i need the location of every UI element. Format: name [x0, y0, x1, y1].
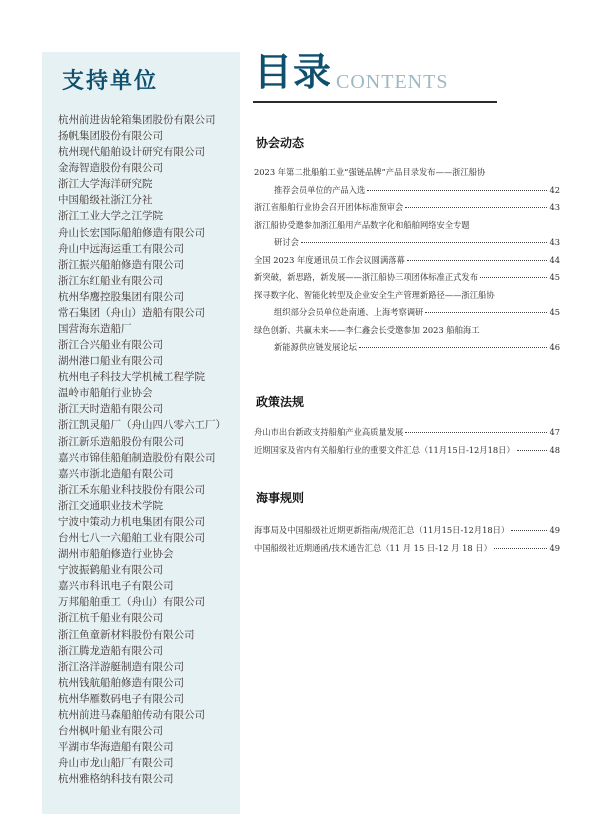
toc-page-number: 44 — [549, 254, 560, 265]
sidebar-title: 支持单位 — [62, 68, 159, 94]
sponsor-item: 宁波振鹤船业有限公司 — [58, 564, 163, 577]
sponsor-item: 杭州前进马森船舶传动有限公司 — [58, 708, 205, 721]
toc-entry[interactable] — [254, 424, 560, 442]
sponsor-item: 浙江鱼童新材料股份有限公司 — [58, 628, 195, 641]
sponsor-item: 湖州港口船业有限公司 — [58, 355, 163, 368]
toc-entry-title: 2023 年第二批船舶工业“强链品牌”产品目录发布——浙江船协 — [254, 167, 486, 177]
sponsor-item: 嘉兴市科讯电子有限公司 — [58, 580, 174, 593]
sponsor-list — [58, 112, 226, 787]
sponsor-item: 浙江天时造船有限公司 — [58, 403, 163, 416]
sponsor-item: 宁波中策动力机电集团有限公司 — [58, 515, 205, 528]
section-heading-policy: 政策法规 — [256, 395, 305, 409]
toc-entry-title: 组织部分会员单位赴南通、上海考察调研 — [274, 307, 424, 317]
toc-section-maritime-rules — [254, 522, 560, 557]
toc-page-number: 46 — [549, 342, 560, 352]
toc-leader-dots — [301, 242, 548, 243]
sponsor-item: 浙江洛洋游艇制造有限公司 — [58, 660, 184, 673]
toc-entry-title: 新突破，新思路，新发展——浙江船协三项团体标准正式发布 — [254, 272, 479, 282]
toc-entry[interactable] — [254, 252, 560, 270]
sponsor-item: 万邦船舶重工（舟山）有限公司 — [58, 596, 205, 609]
sponsor-item: 浙江工业大学之江学院 — [58, 210, 163, 223]
sponsor-item: 金海智造股份有限公司 — [58, 162, 163, 175]
toc-entry-title: 全国 2023 年度通讯员工作会议圆满落幕 — [254, 254, 405, 265]
toc-entry-title: 绿色创新、共赢未来——李仁鑫会长受邀参加 2023 船舶海工 — [254, 324, 480, 335]
toc-entry[interactable] — [254, 199, 560, 217]
toc-entry[interactable] — [254, 287, 560, 305]
toc-page-number: 48 — [549, 444, 560, 455]
toc-page-number: 45 — [549, 272, 560, 282]
toc-page-number: 43 — [549, 237, 560, 247]
sponsor-item: 浙江交通职业技术学院 — [58, 499, 163, 512]
sponsor-item: 常石集团（舟山）造船有限公司 — [58, 306, 205, 319]
sponsor-item: 嘉兴市锦佳船舶制造股份有限公司 — [58, 451, 216, 464]
toc-entry[interactable] — [254, 217, 560, 235]
toc-entry-title: 浙江船协受邀参加浙江船用产品数字化和船舶网络安全专题 — [254, 219, 470, 230]
toc-entry[interactable] — [254, 304, 560, 322]
toc-entry-title: 推荐会员单位的产品入选 — [274, 184, 366, 195]
sponsor-item: 浙江振兴船舶修造有限公司 — [58, 258, 184, 271]
toc-entry[interactable] — [254, 182, 560, 200]
toc-page-number: 47 — [549, 427, 560, 437]
sponsor-item: 杭州前进齿轮箱集团股份有限公司 — [58, 114, 216, 126]
sponsor-sidebar — [42, 52, 240, 814]
sponsor-item: 杭州华鹰控股集团有限公司 — [58, 290, 184, 303]
sponsor-item: 台州枫叶船业有限公司 — [58, 724, 163, 737]
toc-entry[interactable] — [254, 164, 560, 182]
toc-page-number: 45 — [549, 307, 560, 317]
sponsor-item: 杭州钱航船舶修造有限公司 — [58, 676, 184, 689]
toc-page-number: 43 — [549, 202, 560, 212]
toc-entry-title: 舟山市出台新政支持船舶产业高质量发展 — [254, 427, 404, 437]
toc-leader-dots — [425, 312, 547, 313]
toc-entry[interactable] — [254, 540, 560, 558]
sponsor-item: 嘉兴市浙北造船有限公司 — [58, 467, 174, 480]
toc-leader-dots — [405, 432, 547, 433]
sponsor-item: 中国船级社浙江分社 — [58, 194, 153, 207]
toc-leader-dots — [480, 277, 547, 278]
toc-leader-dots — [407, 260, 548, 261]
toc-entry-title: 海事局及中国船级社近期更新指南/规范汇总（11月15日-12月18日） — [254, 525, 510, 535]
toc-entry-title: 探寻数字化、智能化转型及企业安全生产管理新路径——浙江船协 — [254, 289, 495, 300]
sponsor-item: 平湖市华海造船有限公司 — [58, 741, 174, 754]
toc-leader-dots — [517, 450, 548, 451]
sponsor-item: 浙江新乐造船股份有限公司 — [58, 435, 184, 448]
sponsor-item: 浙江腾龙造船有限公司 — [58, 644, 163, 657]
toc-entry-title: 近期国家及省内有关船舶行业的重要文件汇总（11月15日-12月18日） — [254, 444, 515, 455]
section-heading-association-news: 协会动态 — [256, 136, 305, 150]
toc-entry-title: 研讨会 — [274, 237, 299, 247]
toc-entry[interactable] — [254, 234, 560, 252]
toc-section-association-news — [254, 164, 560, 357]
toc-page-number: 49 — [549, 525, 560, 535]
toc-entry-title: 浙江省船舶行业协会召开团体标准预审会 — [254, 202, 404, 212]
toc-entry[interactable] — [254, 442, 560, 460]
sponsor-item: 湖州市船舶修造行业协会 — [58, 548, 174, 561]
toc-leader-dots — [367, 190, 547, 191]
sponsor-item: 扬帆集团股份有限公司 — [58, 130, 163, 143]
toc-title-en: CONTENTS — [336, 71, 449, 93]
sponsor-item: 杭州电子科技大学机械工程学院 — [58, 371, 205, 384]
toc-section-policy — [254, 424, 560, 459]
toc-entry-title: 中国船级社近期通函/技术通告汇总（11 月 15 日-12 月 18 日） — [254, 542, 492, 553]
toc-page-number: 42 — [549, 184, 560, 195]
toc-entry-title: 新能源供应链发展论坛 — [274, 342, 357, 352]
toc-title: 目录 — [254, 49, 333, 94]
toc-entry[interactable] — [254, 322, 560, 340]
toc-entry[interactable] — [254, 269, 560, 287]
sponsor-item: 杭州雅格纳科技有限公司 — [58, 773, 174, 786]
section-heading-maritime-rules: 海事规则 — [256, 491, 305, 505]
sponsor-item: 浙江禾东船业科技股份有限公司 — [58, 483, 205, 496]
sponsor-item: 浙江杭千船业有限公司 — [58, 612, 163, 625]
toc-entry[interactable] — [254, 522, 560, 540]
sponsor-item: 浙江东红船业有限公司 — [58, 274, 163, 287]
sponsor-item: 温岭市船舶行业协会 — [58, 387, 153, 400]
sponsor-item: 浙江凯灵船厂（舟山四八零六工厂） — [58, 419, 226, 432]
toc-leader-dots — [405, 207, 547, 208]
sponsor-item: 浙江合兴船业有限公司 — [58, 339, 163, 352]
sponsor-item: 杭州华雁数码电子有限公司 — [58, 692, 184, 705]
toc-page-number: 49 — [549, 542, 560, 553]
sponsor-item: 舟山中远海运重工有限公司 — [58, 242, 184, 255]
toc-leader-dots — [511, 530, 547, 531]
sponsor-item: 台州七八一六船舶工业有限公司 — [58, 532, 205, 545]
sponsor-item: 国营海东造船厂 — [58, 323, 132, 336]
sponsor-item: 杭州现代船舶设计研究有限公司 — [58, 146, 205, 159]
sponsor-item: 舟山长宏国际船舶修造有限公司 — [58, 226, 205, 239]
sponsor-item: 舟山市龙山船厂有限公司 — [58, 757, 174, 770]
sponsor-item: 浙江大学海洋研究院 — [58, 178, 153, 191]
toc-leader-dots — [359, 347, 547, 348]
title-rule — [253, 101, 497, 103]
toc-leader-dots — [494, 548, 548, 549]
toc-entry[interactable] — [254, 339, 560, 357]
